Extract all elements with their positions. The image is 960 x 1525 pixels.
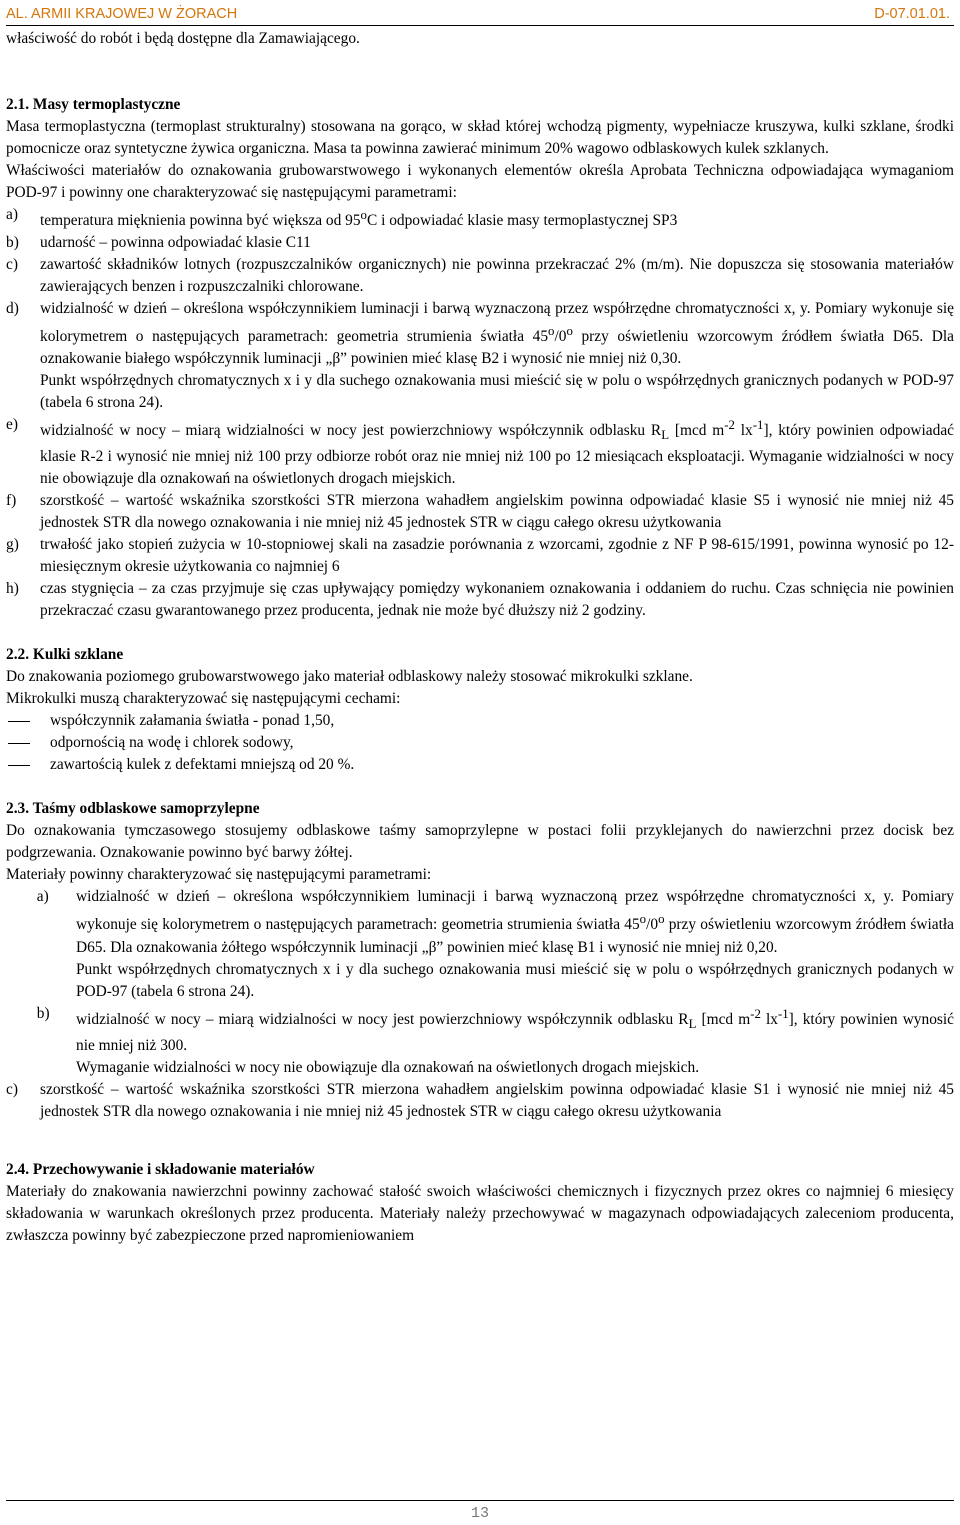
list-item-g [6, 534, 954, 578]
dash-marker [6, 754, 50, 776]
section-2-1-p1: Masa termoplastyczna (termoplast strukturalny) stosowana na gorąco, w skład której wchodzą pigmenty, wypełniacze kruszywa, kulki szklane, środki pomocnicze oraz syntetyczne żywica organiczna. Masa ta powinna zawierać minimum 20% wagowo odblaskowych kulek szklanych. [6, 118, 954, 157]
list-marker: b) [36, 1004, 50, 1022]
section-2-1-p2: Właściwości materiałów do oznakowania grubowarstwowego i wykonanych elementów określa Aprobata Techniczna odpowiadająca wymaganiom POD-97 i powinny one charakteryzować się następującymi parametrami: [6, 162, 954, 201]
list-marker: e) [6, 416, 18, 434]
list-text: widzialność w dzień – określona współczynnikiem luminacji i barwą wyznaczoną przez współrzędne chromatyczności x, y. Pomiary wykonuje się kolorymetrem o następujących parametrach: geometria strumienia światła 45$^o$/0$^o$ przy oświetleniu wzorcowym źródłem światła D65. Dla oznakowanie białego współczynnik luminacji „β” powinien mieć klasę B2 i wynosić nie mniej niż 0,30. [40, 300, 954, 368]
document-body [6, 28, 954, 1247]
list-item-f [6, 490, 954, 534]
list-text: widzialność w nocy – miarą widzialności w nocy jest powierzchniowy współczynnik odblasku $R_L$ [mcd $m^{-2}$ $lx^{-1}$], który powinien wynosić nie mniej niż 300. [76, 1006, 954, 1054]
tape-item-c [6, 1079, 954, 1123]
section-2-1-title: 2.1. Masy termoplastyczne [6, 96, 181, 113]
tape-item-b-note: Wymaganie widzialności w nocy nie obowiązuje dla oznakowań na oświetlonych drogach miejskich. [76, 1058, 700, 1076]
section-2-4-title: 2.4. Przechowywanie i składowanie materiałów [6, 1160, 315, 1178]
footer-divider [6, 1500, 954, 1501]
section-2-3-title: 2.3. Taśmy odblaskowe samoprzylepne [6, 800, 260, 818]
list-text: szorstkość – wartość wskaźnika szorstkości STR mierzona wahadłem angielskim powinna odpowiadać klasie S1 i wynosić nie mniej niż 45 jednostek STR dla nowego oznakowania i nie mniej niż 45 jednostek STR w ciągu całego okresu użytkowania [40, 1080, 954, 1120]
list-marker: b) [6, 234, 19, 252]
list-text: trwałość jako stopień zużycia w 10-stopniowej skali na zasadzie porównania z wzorcami, zgodnie z NF P 98-615/1991, powinna wynosić po 12-miesięcznym okresie użytkowania co najmniej 6 [40, 536, 954, 576]
intro-text: właściwość do robót i będą dostępne dla Zamawiającego. [6, 30, 360, 47]
list-text: widzialność w nocy – miarą widzialności w nocy jest powierzchniowy współczynnik odblasku $R_L$ [mcd $m^{-2}$ $lx^{-1}$], który powinien odpowiadać klasie R-2 i wynosić nie mniej niż 100 przy odbiorze robót oraz nie mniej niż 100 po 12 miesiącach eksploatacji. Wymaganie widzialności w nocy nie obowiązuje dla oznakowań na oświetlonych drogach miejskich. [40, 418, 954, 488]
dash-item: odpornością na wodę i chlorek sodowy, [6, 732, 954, 754]
dash-item: zawartością kulek z defektami mniejszą od 20 %. [6, 754, 954, 776]
list-text: czas stygnięcia – za czas przyjmuje się czas upływający pomiędzy wykonaniem oznakowania i oddaniem do ruchu. Czas schnięcia nie powinien przekraczać czasu gwarantowanego przez producenta, jednak nie może być dłuższy niż 2 godziny. [40, 580, 954, 620]
list-text: zawartość składników lotnych (rozpuszczalników organicznych) nie powinna przekraczać 2% (m/m). Nie dopuszcza się stosowania materiałów zawierających benzen i rozpuszczalniki chlorowane. [40, 256, 954, 296]
section-2-2-p2: Mikrokulki muszą charakteryzować się następującymi cechami: [6, 690, 401, 708]
list-marker: a) [6, 206, 18, 223]
tape-item-b [6, 1003, 954, 1057]
list-item-d-note: Punkt współrzędnych chromatycznych x i y dla suchego oznakowania musi mieścić się w polu o współrzędnych granicznych podanych w POD-97 (tabela 6 strona 24). [40, 372, 954, 412]
list-marker: g) [6, 536, 19, 554]
list-item-b [6, 232, 954, 254]
header-left: AL. ARMII KRAJOWEJ W ŻORACH [6, 6, 238, 22]
list-item-h [6, 578, 954, 622]
list-item-c [6, 254, 954, 298]
section-2-3-p1: Do oznakowania tymczasowego stosujemy odblaskowe taśmy samoprzylepne w postaci folii przyklejanych do nawierzchni przez docisk bez podgrzewania. Oznakowanie powinno być barwy żółtej. [6, 822, 954, 862]
section-2-3-p2: Materiały powinny charakteryzować się następującymi parametrami: [6, 866, 432, 884]
list-text: temperatura mięknienia powinna być większa od 95$^o$C i odpowiadać klasie masy termoplastycznej SP3 [40, 208, 678, 230]
list-text: udarność – powinna odpowiadać klasie C11 [40, 234, 311, 252]
section-2-4-p1: Materiały do znakowania nawierzchni powinny zachować stałość swoich właściwości chemicznych i fizycznych przez okres co najmniej 6 miesięcy składowania w warunkach określonych przez producenta. Materiały należy przechowywać w magazynach odpowiadających zaleceniom producenta, zwłaszcza powinny być zabezpieczone przed napromieniowaniem [6, 1182, 954, 1244]
list-marker: h) [6, 580, 19, 598]
tape-item-a-note: Punkt współrzędnych chromatycznych x i y dla suchego oznakowania musi mieścić się w polu o współrzędnych granicznych podanych w POD-97 (tabela 6 strona 24). [76, 960, 954, 1000]
list-text: szorstkość – wartość wskaźnika szorstkości STR mierzona wahadłem angielskim powinna odpowiadać klasie S5 i wynosić nie mniej niż 45 jednostek STR dla nowego oznakowania i nie mniej niż 45 jednostek STR w ciągu całego okresu użytkowania [40, 492, 954, 532]
list-text: widzialność w dzień – określona współczynnikiem luminacji i barwą wyznaczoną przez współrzędne chromatyczności x, y. Pomiary wykonuje się kolorymetrem o następujących parametrach: geometria strumienia światła 45$^o$/0$^o$ przy oświetleniu wzorcowym źródłem światła D65. Dla oznakowania żółtego współczynnik luminacji „β” powinien mieć klasę B1 i wynosić nie mniej niż 0,20. [76, 888, 954, 956]
list-marker: c) [6, 1080, 18, 1098]
tape-item-a [6, 886, 954, 958]
list-item-e [6, 414, 954, 490]
page-number: 13 [470, 1505, 489, 1522]
dash-item: współczynnik załamania światła - ponad 1,50, [6, 710, 954, 732]
list-marker: a) [36, 888, 49, 906]
header-right: D-07.01.01. [874, 6, 950, 22]
page-header [6, 3, 954, 26]
list-marker: c) [6, 256, 18, 274]
list-item-d [6, 298, 954, 370]
dash-marker [6, 732, 50, 754]
section-2-2-p1: Do znakowania poziomego grubowarstwowego jako materiał odblaskowy należy stosować mikrokulki szklane. [6, 668, 693, 686]
list-item-a [6, 204, 954, 232]
section-2-2-title: 2.2. Kulki szklane [6, 646, 124, 664]
list-marker: d) [6, 300, 19, 318]
list-marker: f) [6, 492, 17, 510]
dash-marker [6, 710, 50, 732]
